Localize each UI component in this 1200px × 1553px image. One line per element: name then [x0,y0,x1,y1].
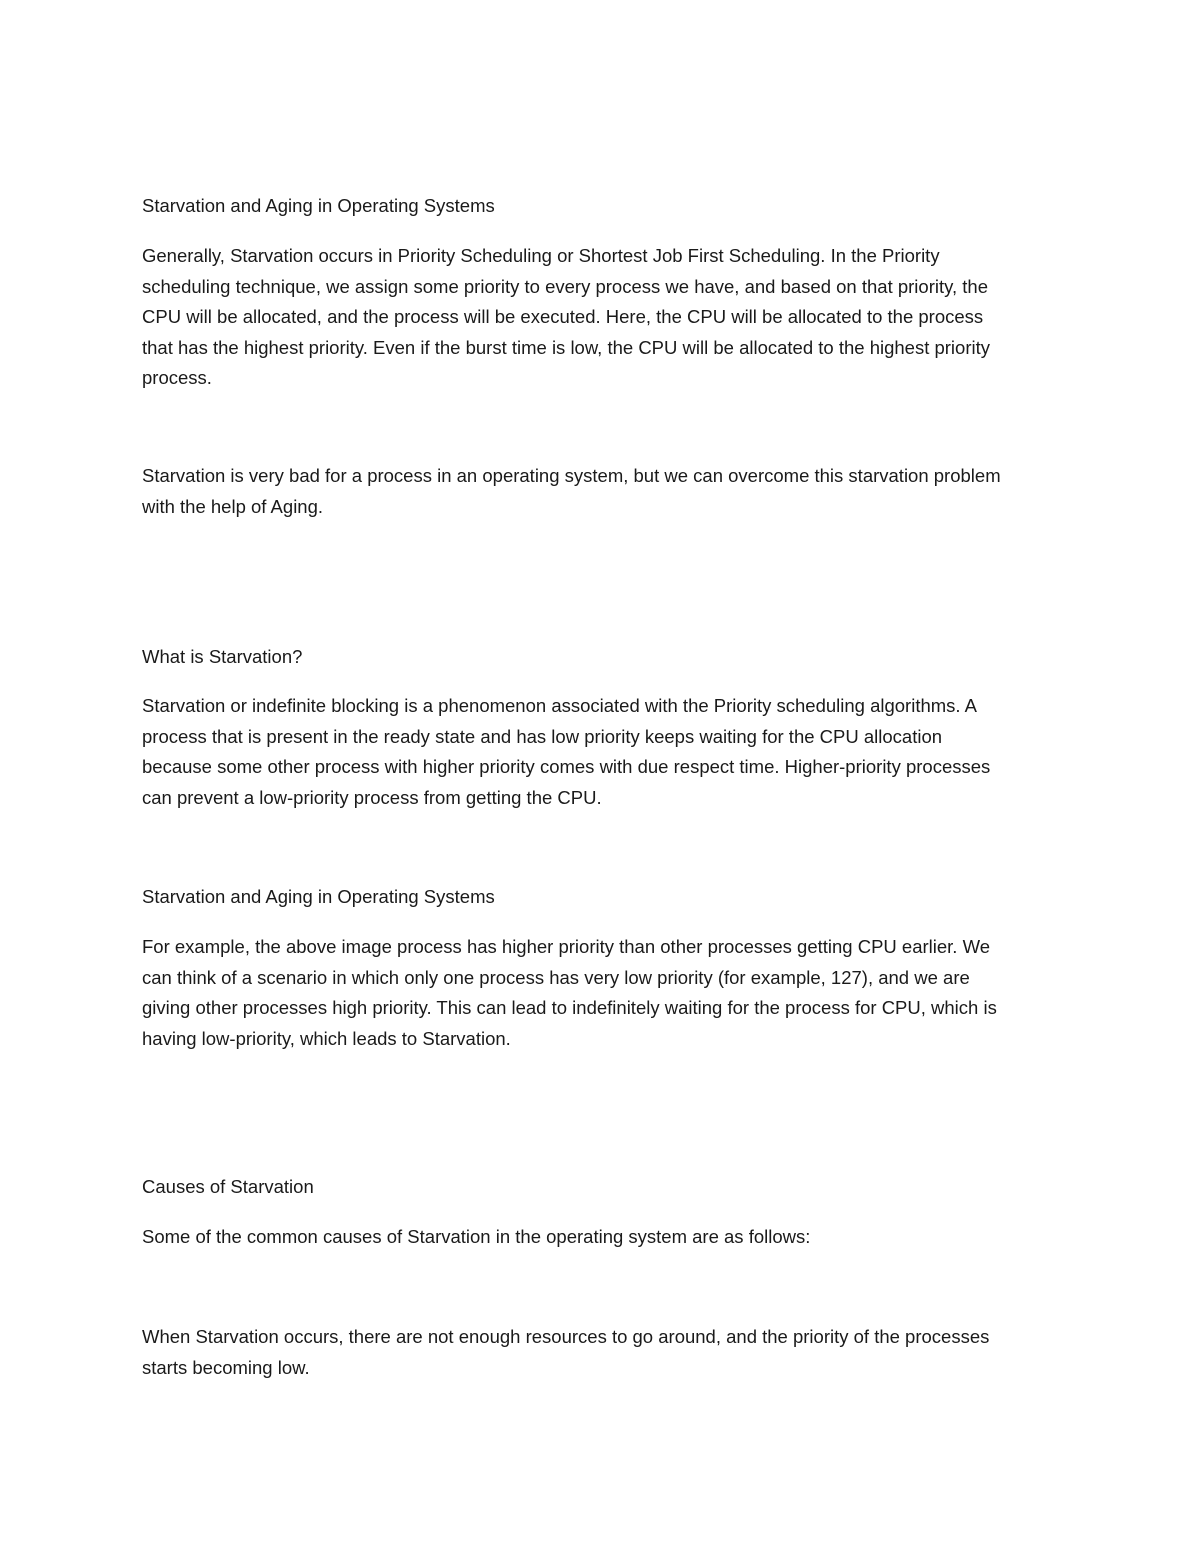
text-line: Starvation and Aging in Operating Systems [142,886,495,907]
text-line: can prevent a low-priority process from getting the CPU. [142,786,602,808]
section-heading-what-is-starvation [142,642,1072,673]
text-line: Generally, Starvation occurs in Priority Scheduling or Shortest Job First Scheduling. In the Priority [142,245,940,266]
text-line: Some of the common causes of Starvation in the operating system are as follows: [142,1226,811,1247]
paragraph-priority-scheduling [142,241,1072,394]
text-line: having low-priority, which leads to Starvation. [142,1027,511,1049]
text-line: Causes of Starvation [142,1176,314,1197]
text-line: For example, the above image process has higher priority than other processes getting CPU earlier. We [142,936,991,957]
text-line: Starvation or indefinite blocking is a phenomenon associated with the Priority scheduling algorithms. A [142,695,978,716]
section-heading-starvation-aging [142,191,1072,222]
text-line: because some other process with higher priority comes with due respect time. Higher-priority processes [142,756,991,777]
text-line: giving other processes high priority. This can lead to indefinitely waiting for the process for CPU, which is [142,997,997,1018]
text-line: When Starvation occurs, there are not enough resources to go around, and the priority of the processes [142,1326,990,1347]
text-line: with the help of Aging. [142,495,324,517]
paragraph-resources [142,1322,1072,1383]
text-line: scheduling technique, we assign some priority to every process we have, and based on that priority, the [142,275,988,297]
text-line: Starvation is very bad for a process in an operating system, but we can overcome this starvation problem [142,465,1001,486]
paragraph-causes-intro [142,1222,1072,1253]
section-heading-causes [142,1172,1072,1203]
text-line: that has the highest priority. Even if the burst time is low, the CPU will be allocated to the highest priority [142,336,990,358]
text-line: CPU will be allocated, and the process will be executed. Here, the CPU will be allocated to the process [142,306,984,327]
text-line: starts becoming low. [142,1356,310,1378]
paragraph-aging-solution [142,461,1072,522]
paragraph-example [142,932,1072,1054]
text-line: process that is present in the ready state and has low priority keeps waiting for the CPU allocation [142,725,943,747]
text-line: What is Starvation? [142,646,303,667]
section-heading-starvation-aging-2 [142,882,1072,913]
text-line: can think of a scenario in which only one process has very low priority (for example, 127), and we are [142,966,970,988]
text-line: Starvation and Aging in Operating Systems [142,195,495,216]
paragraph-starvation-definition [142,691,1072,813]
text-line: process. [142,367,212,388]
